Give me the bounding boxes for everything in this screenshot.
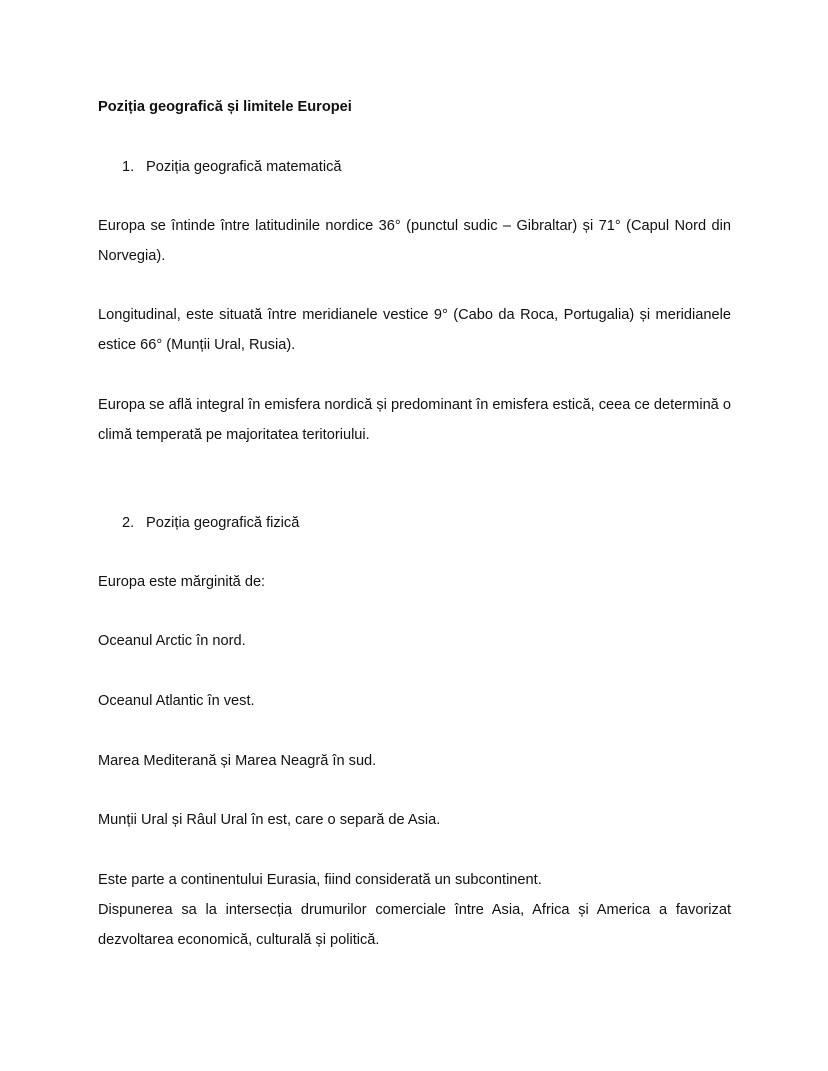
list-number: 1. — [122, 159, 135, 175]
section-2-heading — [122, 508, 755, 538]
paragraph: Europa se află integral în emisfera nordică și predominant în emisfera estică, ceea ce determină o climă temperată pe majoritatea teritoriului. — [98, 397, 731, 443]
document-title: Poziția geografică și limitele Europei — [98, 99, 352, 115]
paragraph: Europa se întinde între latitudinile nordice 36° (punctul sudic – Gibraltar) și 71° (Capul Nord din Norvegia). — [98, 218, 731, 264]
heading-text: Poziția geografică matematică — [146, 159, 342, 175]
section-1-heading — [122, 152, 755, 182]
border-item: Marea Mediterană și Marea Neagră în sud. — [98, 753, 377, 769]
list-number: 2. — [122, 515, 135, 531]
paragraph: Dispunerea sa la intersecția drumurilor comerciale între Asia, Africa și America a favorizat dezvoltarea economică, culturală și politică. — [98, 902, 731, 948]
border-item: Munții Ural și Râul Ural în est, care o separă de Asia. — [98, 812, 441, 828]
paragraph: Este parte a continentului Eurasia, fiind considerată un subcontinent. — [98, 872, 542, 888]
border-item: Oceanul Arctic în nord. — [98, 633, 246, 649]
heading-text: Poziția geografică fizică — [146, 515, 300, 531]
paragraph: Longitudinal, este situată între meridianele vestice 9° (Cabo da Roca, Portugalia) și meridianele estice 66° (Munții Ural, Rusia). — [98, 307, 731, 353]
paragraph: Europa este mărginită de: — [98, 574, 266, 590]
border-item: Oceanul Atlantic în vest. — [98, 693, 255, 709]
